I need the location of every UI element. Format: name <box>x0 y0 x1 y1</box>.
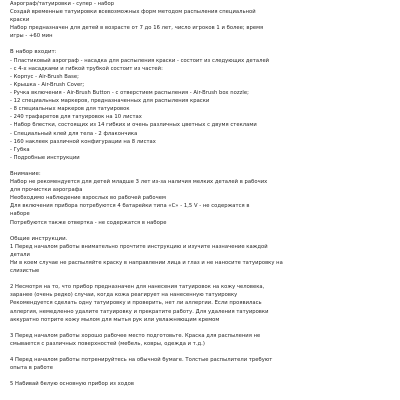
rule-line: Ни в коем случае не распыляйте краску в направлении лица и глаз и не наносите татуировку на <box>10 260 283 267</box>
intro-line: Создай временные татуировки всевозможных форм методом распыления специальной <box>10 9 256 16</box>
rule-line: 1 Перед началом работы внимательно прочтите инструкцию и изучите назначение каждой <box>10 243 268 250</box>
rule-line: аллергия, немедленно удалите татуировку и прекратите работу. Для удаления татуировки <box>10 308 269 315</box>
spacer <box>10 162 392 170</box>
spacer <box>10 275 392 283</box>
rule-line: детали <box>10 251 30 258</box>
attention-section <box>10 170 392 227</box>
rule-line: 5 Набивай белую основную прибор из ходов <box>10 381 134 388</box>
attention-line: Набор не рекомендуется для детей младше 3 лет из-за наличия мелких деталей в рабочих <box>10 179 268 186</box>
rule-line: Рекомендуется сделать одну татуировку и проверить, нет ли аллергии. Если проявилась <box>10 300 262 307</box>
attention-line: Потребуются также отвертка - не содержатся в наборе <box>10 219 167 226</box>
intro-line: краски <box>10 17 30 24</box>
rules-section <box>10 235 392 389</box>
list-item: - Набор блестки, состоящих из 14 гибких и очень различных цветных с двумя стеклами <box>10 121 392 129</box>
attention-line: наборе <box>10 211 30 218</box>
rule-item <box>10 380 392 388</box>
list-item: - 8 специальных маркеров для татуировок <box>10 105 392 113</box>
spacer <box>10 40 392 48</box>
list-item: - Пластиковый аэрограф - насадка для распыления краски - состоит из следующих деталей <box>10 57 392 65</box>
attention-line: Для включения прибора потребуются 4 батарейки типа «С» - 1,5 V - не содержатся в <box>10 203 250 210</box>
attention-line: для прочистки аэрографа <box>10 187 83 194</box>
rules-heading: Общие инструкции. <box>10 235 68 242</box>
rule-item <box>10 356 392 372</box>
rule-line: аккуратно потрите кожу мылом для мытья рук или увлажняющим кремом <box>10 316 220 323</box>
rule-line: заранее (очень редко) случаи, когда кожа реагирует на нанесенную татуировку <box>10 292 238 299</box>
list-item: - 240 трафаретов для татуировок на 10 листах <box>10 113 392 121</box>
intro-section <box>10 0 392 40</box>
list-item: - 12 специальных маркеров, предназначенных для распыления краски <box>10 97 392 105</box>
rule-line: 2 Несмотря на то, что прибор предназначен для нанесения татуировок на кожу человека, <box>10 284 265 291</box>
list-item: - Специальный клей для тела - 2 флакончика <box>10 130 392 138</box>
attention-line: Необходимо наблюдение взрослых во рабочей рабочем <box>10 195 166 202</box>
intro-line: Набор предназначен для детей в возрасте от 7 до 16 лет, число игроков 1 и более; время <box>10 25 264 32</box>
rule-line: опыта в работе <box>10 364 53 371</box>
list-item: - Губка <box>10 146 392 154</box>
list-item: - с 4-х насадками и гибкой трубкой состоит из частей: <box>10 65 392 73</box>
rule-line: 3 Перед началом работы хорошо рабочее место подготовьте. Краска для распыления не <box>10 332 261 339</box>
list-item: - 160 наклеек различной конфигурации на 8 листах <box>10 138 392 146</box>
list-item: - Корпус - Air-Brush Base; <box>10 73 392 81</box>
intro-line: игры - +60 мин <box>10 33 53 40</box>
spacer <box>10 324 392 332</box>
list-item: - Крышка - Air-Brush Cover; <box>10 81 392 89</box>
list-item: - Ручка включения - Air-Brush Button - с отверстием распыления - Air-Brush box nozzle; <box>10 89 392 97</box>
rule-line: смывается с различных поверхностей (мебель, ковры, одежда и т.д.) <box>10 340 205 347</box>
rule-line: слизистые <box>10 268 40 275</box>
rule-line: 4 Перед началом работы потренируйтесь на обычной бумаге. Толстые распылители требуют <box>10 356 273 363</box>
contents-list <box>10 57 392 162</box>
contents-section <box>10 48 392 161</box>
contents-heading: В набор входит: <box>10 49 57 56</box>
spacer <box>10 227 392 235</box>
spacer <box>10 348 392 356</box>
rule-item <box>10 243 392 275</box>
intro-line: Аэрограф/татуировки - супер - набор <box>10 1 115 7</box>
attention-heading: Внимание: <box>10 170 41 177</box>
rule-item <box>10 332 392 348</box>
spacer <box>10 372 392 380</box>
rule-item <box>10 283 392 323</box>
list-item: - Подробные инструкции <box>10 154 392 162</box>
